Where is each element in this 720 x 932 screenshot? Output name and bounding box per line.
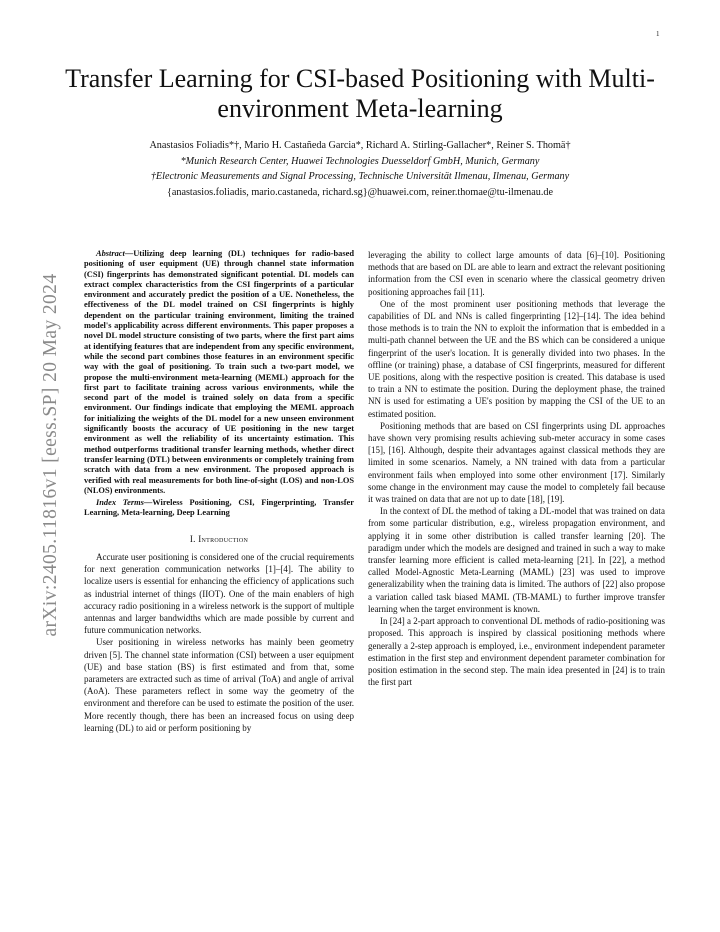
affiliation-huawei: *Munich Research Center, Huawei Technologies Duesseldorf GmbH, Munich, Germany [180, 155, 540, 167]
left-column [84, 249, 354, 734]
section-heading-introduction: I. Introduction [189, 533, 249, 544]
index-terms [84, 498, 354, 519]
body-paragraph: Accurate user positioning is considered one of the crucial requirements for next generation communication networks [1]–[4]. The ability to localize users is essential for enhancing the efficiency of applications such as industrial internet of things (IIOT). One of the main enablers of high accuracy radio positioning in a wireless network is the support of multiple antennas and larger bandwidths which are made possible by current and future communication networks. [84, 551, 354, 636]
body-paragraph: One of the most prominent user positioning methods that leverage the capabilities of DL and NNs is called fingerprinting [12]–[14]. The idea behind those methods is to train the NN to exploit the information that is embedded in a multi-path channel between the UE and the BS which can be considered a unique fingerprint of the user's location. It is generally divided into two phases. In the offline (or training) phase, a database of CSI fingerprints, measured for different UE positions, along with the respective position is created. This database is used to train a NN to estimate the position. During the deployment phase, the trained NN is used for estimating a UE's position by mapping the CSI of the UE to an estimated position. [368, 298, 665, 419]
body-paragraph: In the context of DL the method of taking a DL-model that was trained on data from some particular distribution, e.g., wireless propagation environment, and applying it in some other distribution is called transfer learning [20]. The paradigm under which the models are designed and trained in such a way to make transfer learning more efficient is called meta-learning [21]. In [22], a method called Model-Agnostic Meta-Learning (MAML) [23] was used to improve generalizability when the training data is limited. The authors of [22] also propose a variation called task biased MAML (TB-MAML) to further improve transfer learning when the target environment is known. [368, 506, 665, 614]
arxiv-stamp: arXiv:2405.11816v1 [eess.SP] 20 May 2024 [40, 273, 61, 637]
page-number: 1 [656, 30, 660, 38]
body-paragraph: User positioning in wireless networks has mainly been geometry driven [5]. The channel state information (CSI) between a user equipment (UE) and base station (BS) is first estimated and from that, some parameters are extracted such as time of arrival (ToA) and angle of arrival (AoA). These parameters reflect in some way the geometry of the environment and therefore can be used to estimate the position of the user. More recently though, there has been an increased focus on using deep learning (DL) to aid or perform positioning by [84, 637, 354, 733]
right-column [368, 249, 665, 688]
paper-title: Transfer Learning for CSI-based Positioning with Multi-environment Meta-learning [65, 64, 655, 123]
body-paragraph: Positioning methods that are based on CSI fingerprints using DL approaches have shown very promising results achieving sub-meter accuracy in some cases [15], [16]. Although, despite their advantages against classical methods they are limited in some scenarios. Namely, a NN trained with data from a particular environment fails when employed into some other environment [17]. Similarly some change in the environment may cause the model to completely fail because it was trained on data that are not up to date [18], [19]. [368, 420, 665, 505]
index-terms-label: Index Terms [96, 498, 144, 508]
author-emails: {anastasios.foliadis, mario.castaneda, richard.sg}@huawei.com, reiner.thomae@tu-ilmenau.de [166, 186, 554, 198]
body-paragraph: In [24] a 2-part approach to conventional DL methods of radio-positioning was proposed. This approach is inspired by classical positioning methods where generally a 2-step approach is employed, i.e., environment independent parameter estimation in the first step and environment dependent parameter combination for position estimation in the second step. The main idea presented in [24] is to train the first part [368, 616, 665, 688]
index-terms-text: —Wireless Positioning, CSI, Fingerprinting, Transfer Learning, Meta-learning, Deep Learning [84, 498, 354, 518]
abstract-label: Abstract— [96, 249, 134, 258]
body-paragraph: leveraging the ability to collect large amounts of data [6]–[10]. Positioning methods that are based on DL are able to learn and extract the relevant positioning information from the CSI even in scenario where the classical geometry driven positioning approaches fail [11]. [368, 250, 665, 297]
abstract [84, 249, 354, 519]
author-names: Anastasios Foliadis*†, Mario H. Castañeda Garcia*, Richard A. Stirling-Gallacher*, Reiner S. Thomä† [149, 140, 571, 151]
abstract-text: Utilizing deep learning (DL) techniques for radio-based positioning of user equipment (UE) through channel state information (CSI) fingerprints has demonstrated significant potential. DL models can extract complex characteristics from the CSI fingerprints of a particular environment and accurately predict the position of a UE. Nonetheless, the effectiveness of the DL model trained on CSI fingerprints is highly dependent on the particular training environment, limiting the trained model's applicability across different environments. This paper proposes a novel DL model structure consisting of two parts, where the first part aims at identifying features that are independent from any specific environment, while the second part combines those features in an environment specific way with the goal of positioning. To train such a two-part model, we propose the multi-environment meta-learning (MEML) approach for the first part to facilitate training across various environments, while the second part of the model is trained solely on data from a specific environment. Our findings indicate that employing the MEML approach for initializing the weights of the DL model for a new unseen environment significantly boosts the accuracy of UE positioning in the new target environment as well the reliability of its uncertainty estimation. This method outperforms traditional transfer learning methods, whether direct transfer learning (DTL) between environments or completely training from scratch with data from a new environment. The proposed approach is verified with real measurements for both line-of-sight (LOS) and non-LOS (NLOS) environments. [84, 249, 354, 495]
affiliation-ilmenau: †Electronic Measurements and Signal Processing, Technische Universität Ilmenau, Ilmenau, Germany [150, 171, 570, 182]
author-block [60, 138, 660, 200]
